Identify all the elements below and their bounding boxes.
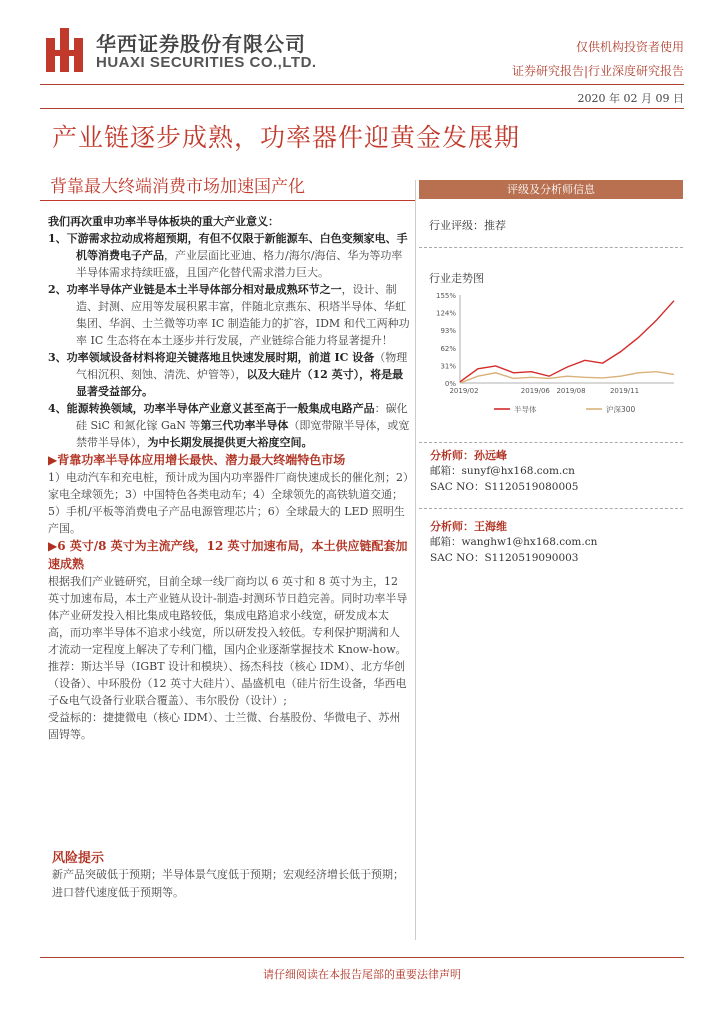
report-subtitle: 背靠最大终端消费市场加速国产化 (50, 177, 305, 197)
x-tick-label: 2019/06 (520, 387, 550, 395)
y-tick-label: 155% (435, 292, 456, 300)
y-tick-label: 31% (440, 362, 456, 371)
x-tick-label: 2019/11 (609, 387, 640, 395)
point-text: ：碳化硅 SiC 和氮化镓 GaN 等 (76, 402, 408, 432)
y-tick-label: 0% (444, 380, 456, 388)
audience-note: 仅供机构投资者使用 (575, 40, 684, 54)
x-tick-label: 2019/02 (449, 387, 479, 395)
y-tick-label: 62% (440, 344, 456, 353)
industry-rating: 行业评级：推荐 (429, 219, 506, 232)
intro-text: 我们再次重申功率半导体板块的重大产业意义： (48, 215, 279, 228)
analyst-1 (430, 447, 680, 495)
point-bold: 能源转换领域，功率半导体产业意义甚至高于一般集成电路产品 (66, 402, 375, 415)
point-2 (48, 281, 410, 349)
trend-chart-label: 行业走势图 (429, 272, 484, 285)
risk-title: 风险提示 (52, 851, 105, 866)
section-body-market: 1）电动汽车和充电桩，预计成为国内功率器件厂商快速成长的催化剂；2）家电全球领先；3）中国特色各类电动车；4）全球领先的高铁轨道交通；5）手机/平板等消费电子产品电源管理芯片；6）全球最大的 LED 照明生产国。 (48, 471, 409, 535)
analyst-2-sac: SAC NO：S1120519090003 (430, 552, 579, 564)
legend-label: 沪深300 (606, 405, 636, 414)
point-1 (48, 230, 410, 281)
date-divider (40, 108, 684, 109)
point-text: ，设计、制造、封测、应用等发展积累丰富，伴随北京燕东、积塔半导体、华虹集团、华润、士兰微等功率 IC 制造能力的扩容，IDM 和代工两种功率 IC 生态将在本土逐步并行发展，产业链综合能力将显著提升！ (76, 283, 410, 347)
beneficiary-text: 受益标的：捷捷微电（核心 IDM）、士兰微、台基股份、华微电子、苏州固锝等。 (48, 711, 401, 741)
recommendation-text: 推荐：斯达半导（IGBT 设计和模块）、扬杰科技（核心 IDM）、北方华创（设备）、中环股份（12 英寸大硅片）、晶盛机电（硅片衍生设备，华西电子&电气设备行业联合覆盖）、韦尔股份（设计）; (48, 660, 407, 707)
section-body-production: 根据我们产业链研究，目前全球一线厂商均以 6 英寸和 8 英寸为主，12 英寸加速布局，本土产业链从设计-制造-封测环节日趋完善。同时功率半导体产业研发投入相比集成电路较低，集成电路追求小线宽，研发成本太高，而功率半导体不追求小线宽，所以研发投入较低。专利保护期满和人才流动一定程度上解决了专利门槛，国内企业逐渐掌握技术 Know-how。 (48, 575, 408, 656)
point-number: 1、 (48, 232, 67, 245)
legend-label: 半导体 (514, 405, 537, 414)
analyst-2 (430, 518, 680, 566)
analyst-2-name: 分析师：王海维 (430, 520, 507, 533)
point-text: ，产业层面比亚迪、格力/海尔/海信、华为等功率半导体需求持续旺盛，且国产化替代需求潜力巨大。 (76, 249, 403, 279)
report-date: 2020 年 02 月 09 日 (577, 92, 684, 105)
analyst-1-sac: SAC NO：S1120519080005 (430, 481, 579, 493)
section-heading-production: ▶6 英寸/8 英寸为主流产线，12 英寸加速布局，本土供应链配套加速成熟 (48, 539, 408, 571)
point-bold: 以及大硅片（12 英寸），将是最显著受益部分。 (76, 368, 404, 398)
point-text: （物理气相沉积、刻蚀、清洗、炉管等）， (76, 351, 408, 381)
report-type: 证券研究报告|行业深度研究报告 (511, 64, 684, 78)
legal-notice[interactable]: 请仔细阅读在本报告尾部的重要法律声明 (263, 968, 461, 981)
point-bold: 为中长期发展提供更大裕度空间。 (147, 436, 313, 449)
report-title: 产业链逐步成熟，功率器件迎黄金发展期 (52, 123, 521, 152)
trend-chart (424, 285, 684, 420)
point-number: 2、 (48, 283, 67, 296)
point-4 (48, 400, 410, 451)
rating-panel-header: 评级及分析师信息 (419, 180, 683, 199)
analyst-1-name: 分析师：孙远峰 (430, 449, 507, 462)
header-divider (40, 84, 684, 85)
series-line-1 (460, 372, 674, 383)
point-bold: 第三代功率半导体 (200, 419, 289, 432)
point-bold: 下游需求拉动成将超预期，有但不仅限于新能源车、白色变频家电、手机等消费电子产品 (66, 232, 408, 262)
analyst-2-email[interactable]: 邮箱：wanghw1@hx168.com.cn (430, 536, 598, 548)
point-text: （即宽带隙半导体，或宽禁带半导体）， (76, 419, 410, 449)
x-tick-label: 2019/08 (556, 387, 586, 395)
section-heading-market: ▶背靠功率半导体应用增长最快、潜力最大终端特色市场 (48, 453, 346, 467)
series-line-0 (460, 301, 674, 382)
risk-body: 新产品突破低于预期；半导体景气度低于预期；宏观经济增长低于预期；进口替代速度低于预期等。 (52, 868, 404, 899)
company-name-en: HUAXI SECURITIES CO.,LTD. (96, 54, 317, 71)
company-name-cn: 华西证券股份有限公司 (96, 32, 306, 56)
point-3 (48, 349, 410, 400)
company-logo (46, 28, 86, 72)
rating-panel (419, 180, 683, 286)
point-number: 3、 (48, 351, 67, 364)
column-divider (415, 180, 416, 940)
analyst-1-email[interactable]: 邮箱：sunyf@hx168.com.cn (430, 465, 575, 477)
y-tick-label: 93% (440, 327, 456, 336)
main-content (48, 213, 410, 743)
point-bold: 功率半导体产业链是本土半导体部分相对最成熟环节之一 (66, 283, 342, 296)
analyst-divider (419, 508, 683, 509)
point-number: 4、 (48, 402, 67, 415)
footer-divider (40, 957, 684, 958)
point-bold: 功率领域设备材料将迎关键落地且快速发展时期，前道 IC 设备 (66, 351, 375, 364)
subtitle-divider (40, 200, 415, 201)
y-tick-label: 124% (435, 309, 456, 318)
chart-divider (419, 442, 683, 443)
